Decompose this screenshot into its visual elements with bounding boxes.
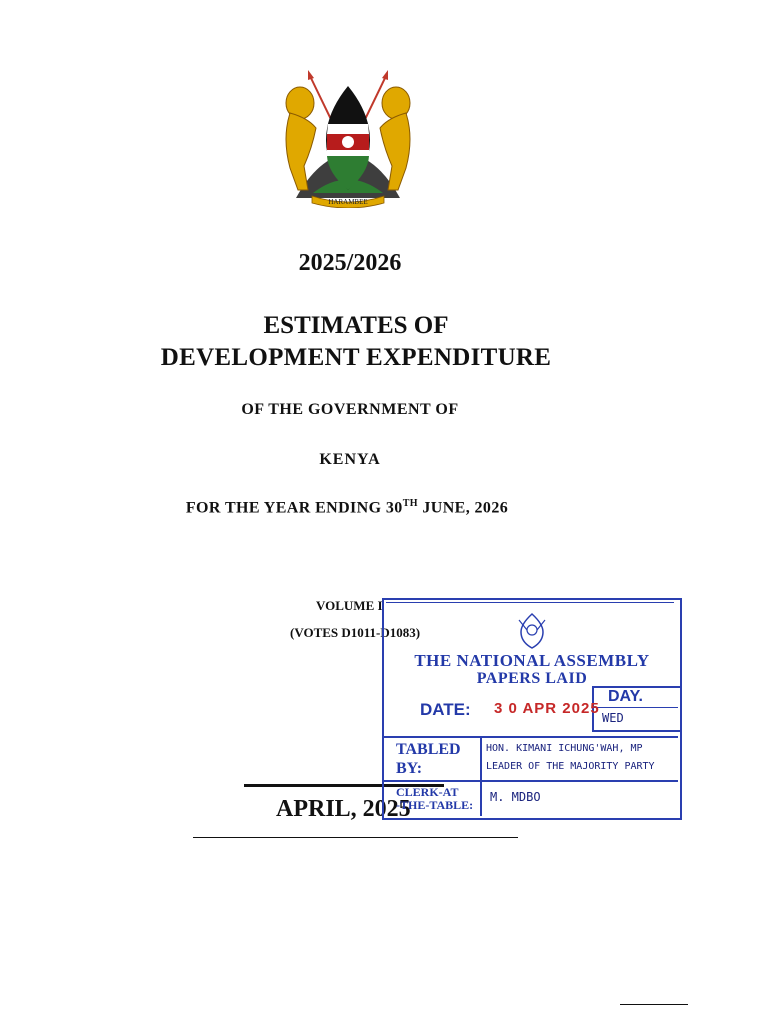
tabled-value-2: LEADER OF THE MAJORITY PARTY xyxy=(486,761,655,772)
clerk-label-2: -THE-TABLE: xyxy=(396,798,474,812)
title-line-2: DEVELOPMENT EXPENDITURE xyxy=(160,344,552,371)
stamp-subtitle: PAPERS LAID xyxy=(476,670,588,687)
day-box-divider xyxy=(592,707,678,708)
period-prefix: FOR THE YEAR ENDING 30 xyxy=(185,499,403,517)
clerk-signature: M. MDBO xyxy=(490,790,541,804)
tabled-row-top xyxy=(382,736,678,738)
tabled-label-1: TABLED xyxy=(396,741,461,758)
papers-laid-stamp xyxy=(382,598,682,820)
assembly-seal-icon xyxy=(515,610,549,650)
stamp-title: THE NATIONAL ASSEMBLY xyxy=(414,651,650,670)
coat-of-arms-icon xyxy=(268,58,428,208)
clerk-row-top xyxy=(382,780,678,782)
period-sup: TH xyxy=(402,498,418,509)
country: KENYA xyxy=(319,451,381,468)
page-mark xyxy=(620,1004,688,1005)
volume: VOLUME I xyxy=(316,598,383,613)
tabled-by-label xyxy=(396,740,461,778)
divider-lower xyxy=(193,837,518,838)
title-line-1: ESTIMATES OF xyxy=(263,312,449,339)
stamp-day-value: WED xyxy=(602,711,624,725)
tabled-col-divider xyxy=(480,736,482,816)
subtitle: OF THE GOVERNMENT OF xyxy=(241,401,459,418)
fiscal-year: 2025/2026 xyxy=(298,250,402,276)
stamp-day-label: DAY. xyxy=(608,688,643,705)
publication-date: APRIL, 2025 xyxy=(276,796,411,822)
clerk-label-1: CLERK-AT xyxy=(396,785,459,799)
period xyxy=(0,498,694,517)
motto-text: HARAMBEE xyxy=(328,198,368,206)
tabled-label-2: BY: xyxy=(396,760,423,777)
period-suffix: JUNE, 2026 xyxy=(417,499,509,517)
clerk-label xyxy=(396,786,473,812)
tabled-by-value xyxy=(486,740,655,776)
stamp-date-value: 3 0 APR 2025 xyxy=(494,700,600,717)
stamp-date-label: DATE: xyxy=(420,700,471,719)
stamp-inner-top xyxy=(386,602,674,603)
votes-range: (VOTES D1011-D1083) xyxy=(290,625,421,640)
tabled-value-1: HON. KIMANI ICHUNG'WAH, MP xyxy=(486,743,643,754)
